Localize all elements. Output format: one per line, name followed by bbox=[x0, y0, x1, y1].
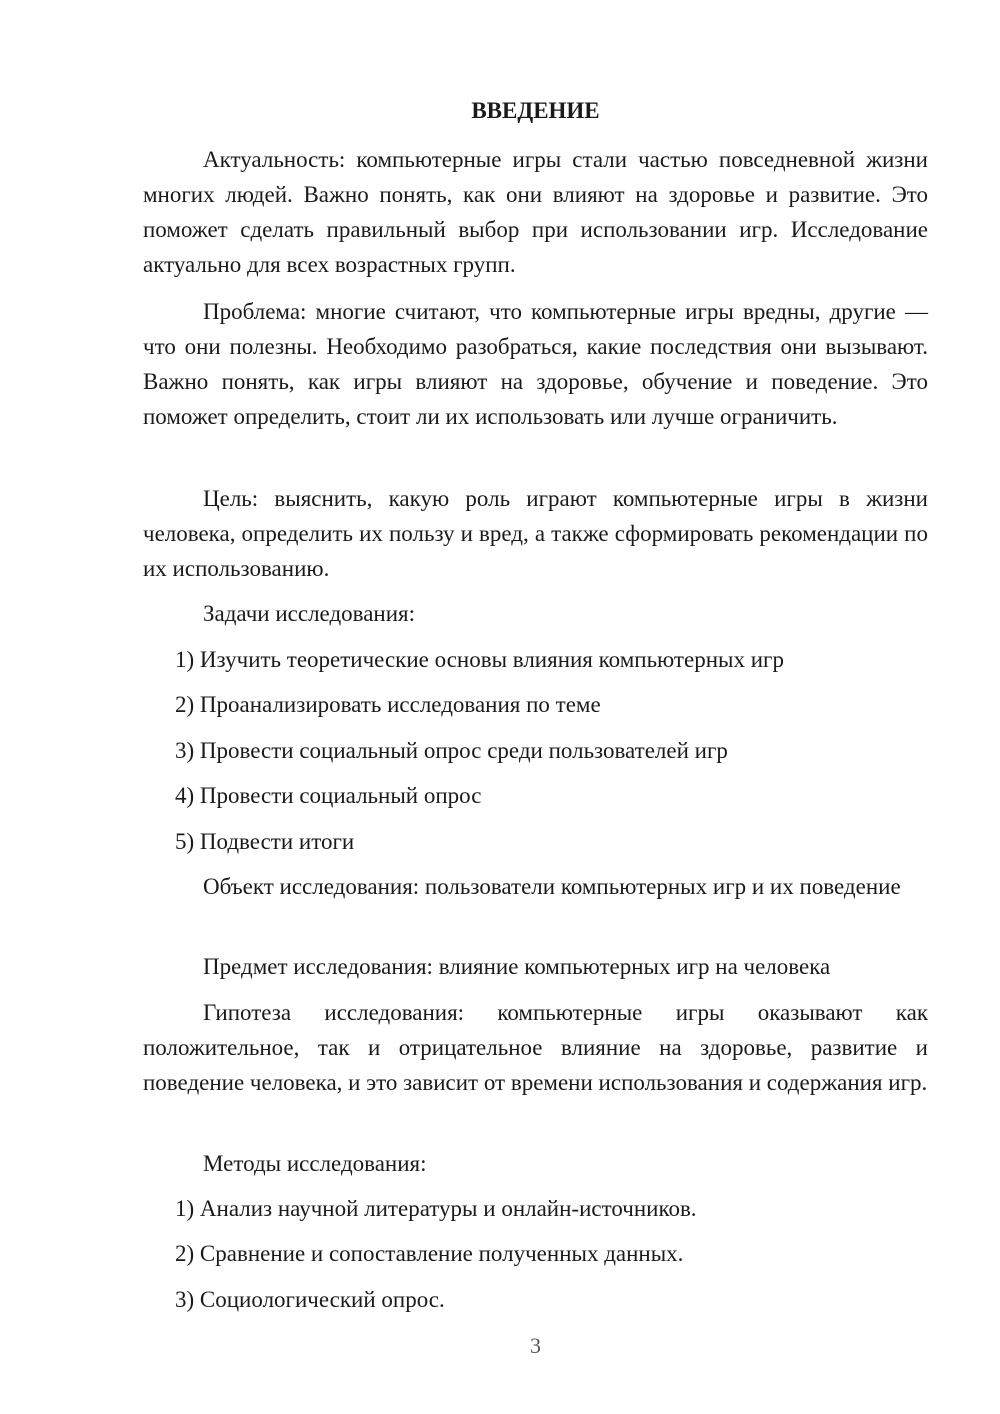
methods-heading: Методы исследования: bbox=[203, 1151, 427, 1176]
relevance-paragraph: Актуальность: компьютерные игры стали частью повседневной жизни многих людей. Важно понять, как они влияют на здоровье и развитие. Это поможет сделать правильный выбор при использовании игр. Исследование актуально для всех возрастных групп. bbox=[143, 147, 928, 277]
task-item: 5) Подвести итоги bbox=[175, 829, 355, 854]
task-item: 1) Изучить теоретические основы влияния компьютерных игр bbox=[175, 647, 784, 672]
method-item: 2) Сравнение и сопоставление полученных данных. bbox=[175, 1241, 684, 1266]
subject-paragraph: Предмет исследования: влияние компьютерных игр на человека bbox=[203, 954, 831, 979]
task-item: 2) Проанализировать исследования по теме bbox=[175, 692, 601, 717]
document-page bbox=[143, 0, 928, 1414]
page-number: 3 bbox=[530, 1333, 541, 1358]
method-item: 1) Анализ научной литературы и онлайн-источников. bbox=[175, 1196, 697, 1221]
goal-paragraph: Цель: выяснить, какую роль играют компьютерные игры в жизни человека, определить их пользу и вред, а также сформировать рекомендации по их использованию. bbox=[143, 486, 928, 581]
task-item: 4) Провести социальный опрос bbox=[175, 783, 482, 808]
hypothesis-paragraph: Гипотеза исследования: компьютерные игры оказывают как положительное, так и отрицательное влияние на здоровье, развитие и поведение человека, и это зависит от времени использования и содержания игр. bbox=[143, 1000, 928, 1095]
method-item: 3) Социологический опрос. bbox=[175, 1287, 445, 1312]
task-item: 3) Провести социальный опрос среди пользователей игр bbox=[175, 738, 728, 763]
object-paragraph: Объект исследования: пользователи компьютерных игр и их поведение bbox=[203, 874, 901, 899]
problem-paragraph: Проблема: многие считают, что компьютерные игры вредны, другие — что они полезны. Необходимо разобраться, какие последствия они вызывают. Важно понять, как игры влияют на здоровье, обучение и поведение. Это поможет определить, стоит ли их использовать или лучше ограничить. bbox=[143, 299, 928, 429]
page-title: ВВЕДЕНИЕ bbox=[471, 98, 600, 123]
tasks-heading: Задачи исследования: bbox=[203, 601, 416, 626]
